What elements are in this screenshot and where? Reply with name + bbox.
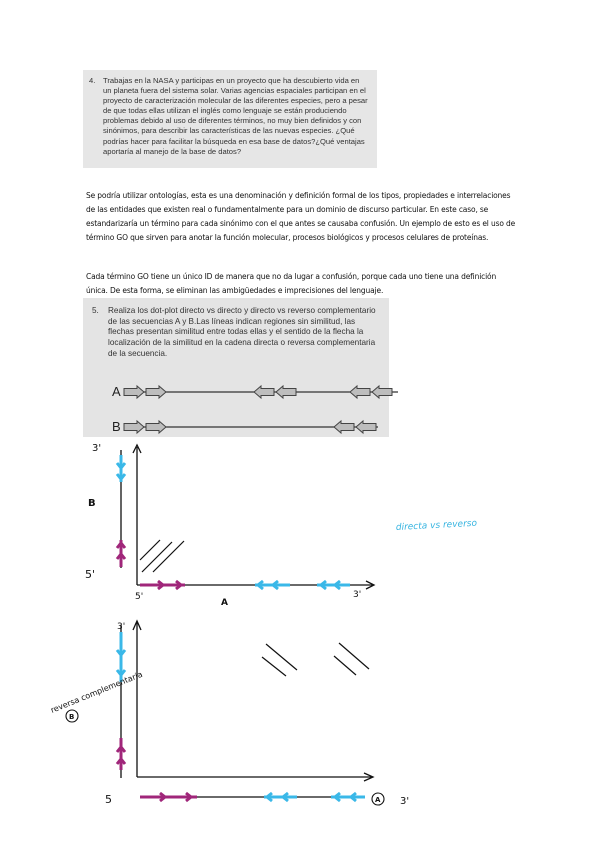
- plot1-y-magenta-arrows: [117, 540, 125, 567]
- plot1-diagonal: [153, 541, 184, 572]
- plot1-y-top-label: 3': [92, 443, 102, 454]
- plot1-x-label: A: [221, 598, 228, 608]
- plot2-x-magenta-arrows: [140, 793, 197, 801]
- dot-plot-1: [117, 445, 374, 589]
- plot2-x-circle-label: A: [375, 796, 381, 804]
- plot1-x-cyan-arrows: [255, 581, 290, 589]
- plot2-y-label: reversa complementaria: [49, 669, 144, 715]
- plot1-y-cyan-arrows: [117, 455, 125, 482]
- plot2-diagonal: [339, 643, 369, 669]
- plot1-y-bottom-label: 5': [85, 568, 96, 581]
- plot2-y-cyan-arrows: [117, 632, 125, 682]
- plot2-y-circle-label: B: [69, 713, 75, 721]
- dot-plot-2: [66, 621, 384, 805]
- plot1-y-label: B: [88, 498, 96, 509]
- plot2-y-circle: [66, 710, 78, 722]
- question-5-box: [83, 298, 389, 437]
- plot1-note: directa vs reverso: [395, 518, 478, 533]
- plot1-diagonal: [140, 540, 160, 560]
- plot1-x-right-label: 3': [353, 590, 362, 600]
- plot2-diagonal: [262, 657, 286, 676]
- seq-a-label: A: [112, 384, 121, 399]
- question-5-number: 5.: [92, 306, 99, 315]
- seq-b-label: B: [112, 419, 121, 434]
- plot2-x-circle: [372, 793, 384, 805]
- answer-paragraph-1: Se podría utilizar ontologías, esta es una denominación y definición formal de los tipos, propiedades e interrelaciones de las entidades que existen real o fundamentalmente para un dominio de discurso particular. En este caso, se estandarizaría un término para cada sinónimo con el que antes se causaba confusión. Un ejemplo de esto es el uso de término GO que sirven para anotar la función molecular, procesos biológicos y procesos celulares de proteínas.: [86, 190, 516, 243]
- plot2-diagonal: [334, 656, 356, 675]
- question-4-text: Trabajas en la NASA y participas en un proyecto que ha descubierto vida en un planeta fuera del sistema solar. Varias agencias espaciales participan en el proyecto de caracterización molecular de las diferentes especies, pero a pesar de que todas ellas utilizan el inglés como lenguaje se están produciendo problemas debido al uso de diferentes términos, no muy bien definidos y con sinónimos, para describir las características de las nuevas especies. ¿Qué podrías hacer para facilitar la búsqueda en esa base de datos?¿Qué ventajas aportaría al manejo de la base de datos?: [103, 76, 368, 156]
- plot2-diagonal: [266, 644, 297, 670]
- plot1-diagonal: [142, 542, 172, 572]
- plot2-x-cyan-arrows: [264, 793, 297, 801]
- plot1-x-magenta-arrows: [140, 581, 185, 589]
- question-4-number: 4.: [89, 76, 96, 85]
- answer-paragraph-2: Cada término GO tiene un único ID de manera que no da lugar a confusión, porque cada uno tiene una definición única. De esta forma, se eliminan las ambigüedades e imprecisiones del lenguaje.: [86, 271, 497, 295]
- plot2-y-top-label: 3': [117, 622, 126, 632]
- plot1-x-left-label: 5': [135, 592, 144, 602]
- question-4-box: [83, 70, 377, 168]
- plot2-y-magenta-arrows: [117, 738, 125, 770]
- plot2-x-right-label: 3': [400, 796, 410, 807]
- question-5-text: Realiza los dot-plot directo vs directo y directo vs reverso complementario de las secuencias A y B.Las líneas indican regiones sin similitud, las flechas presentan similitud entre todas ellas y el sentido de la flecha la localización de la similitud en la cadena directa o reversa complementaria de la secuencia.: [108, 306, 376, 358]
- plot2-x-left-label: 5: [105, 793, 112, 806]
